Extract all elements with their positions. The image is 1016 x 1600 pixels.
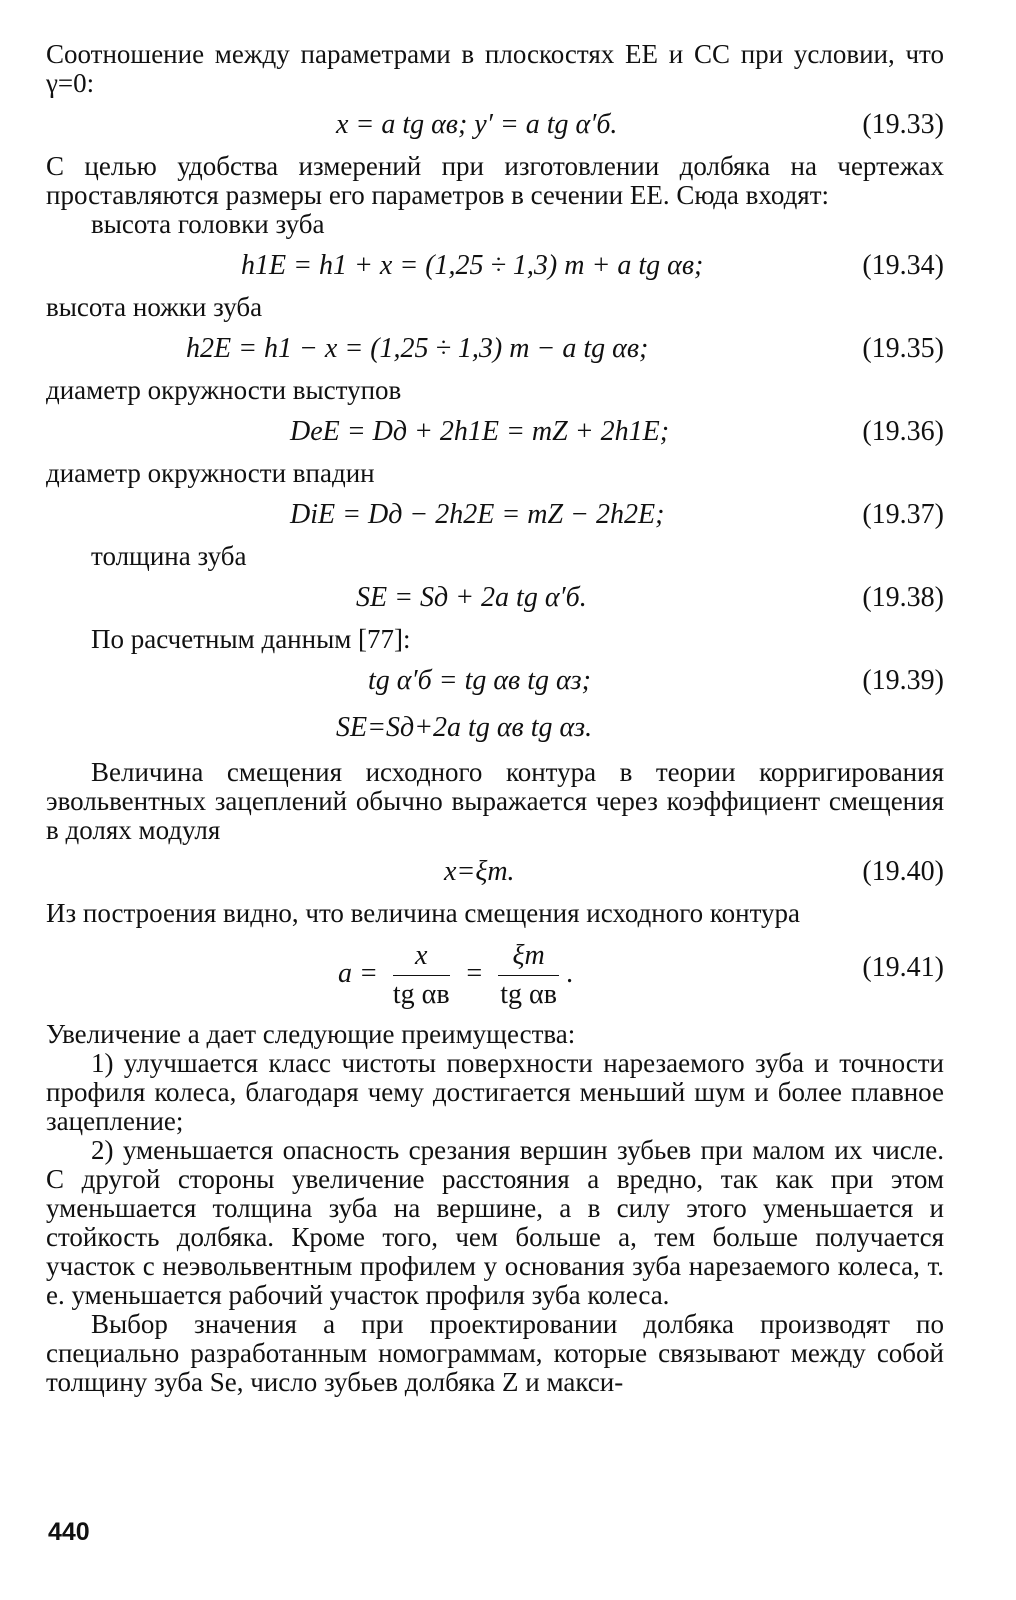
- equation-19-41: [46, 928, 944, 1020]
- equation-19-39: [46, 654, 944, 708]
- paragraph-offset: Величина смещения исходного контура в теории корригирования эвольвентных зацеплений обычно выражается через коэффициент смещения в долях модуля: [46, 757, 944, 845]
- label-head-height: высота головки зуба: [91, 209, 325, 239]
- equation-number: (19.37): [862, 499, 944, 530]
- equation-number: (19.40): [862, 856, 944, 887]
- equation-formula: h1E = h1 + x = (1,25 ÷ 1,3) m + a tg αв;: [241, 250, 704, 281]
- page-number: 440: [48, 1518, 90, 1546]
- paragraph-advantages: Увеличение a дает следующие преимущества:: [46, 1019, 576, 1049]
- fraction-equals: =: [464, 958, 484, 989]
- equation-number: (19.41): [862, 952, 944, 983]
- fraction-second: [498, 941, 558, 1010]
- equation-number: (19.35): [862, 333, 944, 364]
- equation-number: (19.36): [862, 416, 944, 447]
- paragraph-purpose: С целью удобства измерений при изготовлении долбяка на чертежах проставляются размеры его параметров в сечении EE. Сюда входят:: [46, 151, 944, 210]
- equation-19-39b: [46, 708, 944, 752]
- paragraph-advantage-1: 1) улучшается класс чистоты поверхности нарезаемого зуба и точности профиля колеса, благодаря чему достигается меньший шум и более плавное зацепление;: [46, 1048, 944, 1136]
- paragraph-advantage-2: 2) уменьшается опасность срезания вершин зубьев при малом их числе. С другой стороны увеличение расстояния a вредно, так как при этом уменьшается толщина зуба на вершине, а в силу этого уменьшается и стойкость долбяка. Кроме того, чем больше a, тем больше получается участок с неэвольвентным профилем у основания зуба нарезаемого колеса, т. е. уменьшается рабочий участок профиля зуба колеса.: [46, 1135, 944, 1310]
- fraction-lhs: a =: [338, 958, 378, 989]
- equation-number: (19.34): [862, 250, 944, 281]
- equation-fraction-formula: [338, 928, 574, 1020]
- label-tip-diameter: диаметр окружности выступов: [46, 375, 402, 405]
- fraction-denominator: tg αв: [392, 979, 450, 1011]
- label-root-diameter: диаметр окружности впадин: [46, 458, 375, 488]
- equation-19-40: [46, 845, 944, 899]
- fraction-numerator: ξm: [498, 941, 558, 976]
- equation-19-38: [46, 571, 944, 625]
- equation-formula: DiE = Dд − 2h2E = mZ − 2h2E;: [290, 499, 665, 530]
- equation-19-37: [46, 488, 944, 542]
- fraction-first: [393, 941, 450, 1010]
- equation-formula: x=ξm.: [444, 856, 515, 887]
- paragraph-calc-data: По расчетным данным [77]:: [91, 624, 411, 654]
- paragraph-intro: Соотношение между параметрами в плоскостях EE и CC при условии, что γ=0:: [46, 39, 944, 98]
- equation-number: (19.38): [862, 582, 944, 613]
- equation-formula: tg α′б = tg αв tg αз;: [368, 665, 591, 696]
- equation-formula: h2E = h1 − x = (1,25 ÷ 1,3) m − a tg αв;: [186, 333, 649, 364]
- equation-formula: SE=Sд+2a tg αв tg αз.: [336, 712, 593, 743]
- equation-19-34: [46, 239, 944, 293]
- label-tooth-thickness: толщина зуба: [91, 541, 247, 571]
- label-foot-height: высота ножки зуба: [46, 292, 263, 322]
- fraction-end: .: [566, 958, 574, 989]
- equation-formula: SE = Sд + 2a tg α′б.: [356, 582, 587, 613]
- paragraph-selection: Выбор значения a при проектировании долбяка производят по специально разработанным номограммам, которые связывают между собой толщину зуба Se, число зубьев долбяка Z и макси-: [46, 1309, 944, 1397]
- equation-number: (19.33): [862, 109, 944, 140]
- equation-number: (19.39): [862, 665, 944, 696]
- page-body: [46, 40, 944, 1397]
- equation-formula: x = a tg αв; y′ = a tg α′б.: [336, 109, 618, 140]
- equation-19-36: [46, 405, 944, 459]
- fraction-denominator: tg αв: [500, 979, 557, 1011]
- equation-19-35: [46, 322, 944, 376]
- paragraph-construction: Из построения видно, что величина смещения исходного контура: [46, 898, 801, 928]
- fraction-numerator: x: [393, 941, 450, 976]
- equation-19-33: [46, 98, 944, 152]
- equation-formula: DeE = Dд + 2h1E = mZ + 2h1E;: [290, 416, 670, 447]
